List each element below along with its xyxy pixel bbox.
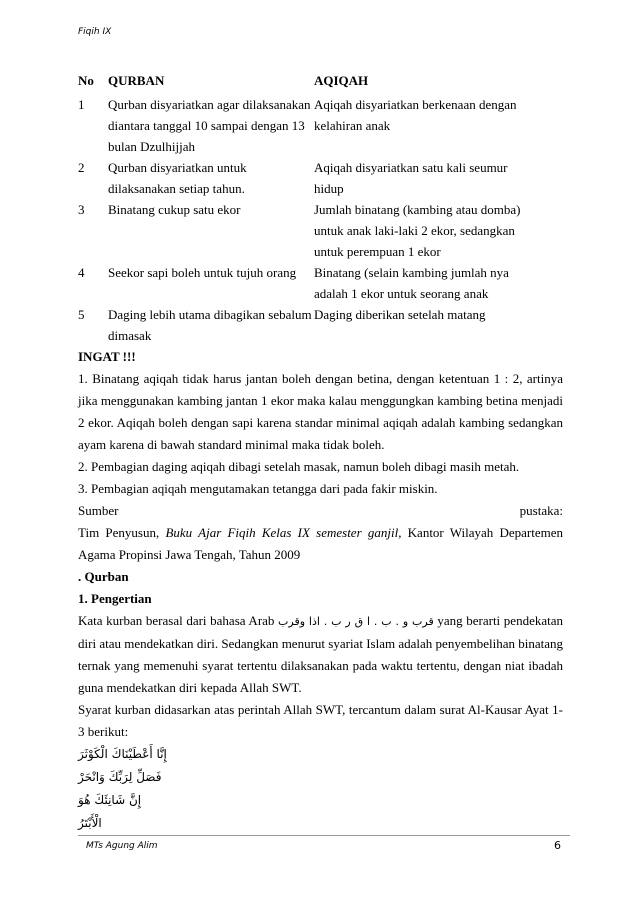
- aqiqah-cell: Daging diberikan setelah matang: [314, 307, 486, 322]
- header-no: No: [78, 73, 94, 88]
- header-qurban: QURBAN: [108, 73, 165, 88]
- aqiqah-cell: Aqiqah disyariatkan satu kali seumur hidup: [314, 160, 508, 196]
- footer-school: MTs Agung Alim: [86, 841, 158, 851]
- ayat-line-3: إِنَّ شَانِئَكَ هُوَ الْأَبْتَرُ: [78, 793, 142, 830]
- table-row: [78, 304, 538, 346]
- row-number: 3: [78, 202, 85, 217]
- ayat-line-1: إِنَّا أَعْطَيْنَاكَ الْكَوْثَرَ: [78, 747, 167, 761]
- page-number: 6: [554, 839, 561, 852]
- table-row: [78, 262, 538, 304]
- arabic-root-words: قرب و . ب . ا ق ر ب . اذا وقرب: [278, 615, 434, 628]
- section-heading: . Qurban: [78, 569, 129, 584]
- ingat-point-2: 2. Pembagian daging aqiqah dibagi setelah masak, namun boleh dibagi masih metah.: [78, 459, 520, 474]
- page-header: Fiqih IX: [78, 27, 112, 37]
- document-body: [78, 70, 563, 835]
- header-aqiqah: AQIQAH: [314, 73, 369, 88]
- table-row: [78, 199, 538, 262]
- ingat-point-1: 1. Binatang aqiqah tidak harus jantan boleh dengan betina, dengan ketentuan 1 : 2, artinya jika menggunakan kambing jantan 1 ekor maka kalau menggungkan kambing betina menjadi 2 ekor. Aqiqah boleh dengan sapi karena standar minimal aqiqah adalah kambing sedangkan ayam karena di bawah standard minimal maka tidak boleh.: [78, 371, 563, 452]
- table-row: [78, 94, 538, 157]
- aqiqah-cell: Binatang (selain kambing jumlah nya adalah 1 ekor untuk seorang anak: [314, 265, 509, 301]
- row-number: 4: [78, 265, 85, 280]
- definition-end: yang berarti pendekatan diri atau mendekatkan diri. Sedangkan menurut syariat Islam adalah penyembelihan binatang ternak yang memenuhi syarat tertentu dilaksanakan pada waktu tertentu, dengan niat ibadah guna mendekatkan diri kepada Allah SWT.: [78, 613, 563, 695]
- aqiqah-cell: Aqiqah disyariatkan berkenaan dengan kelahiran anak: [314, 97, 517, 133]
- source-rest: Kantor Wilayah Departemen Agama Propinsi Jawa Tengah, Tahun 2009: [78, 525, 563, 562]
- definition-paragraph: [78, 610, 563, 699]
- comparison-table: [78, 70, 538, 346]
- aqiqah-cell: Jumlah binatang (kambing atau domba) untuk anak laki-laki 2 ekor, sedangkan untuk perempuan 1 ekor: [314, 202, 521, 259]
- source-prefix: Tim Penyusun,: [78, 525, 166, 540]
- source-book-title: Buku Ajar Fiqih Kelas IX semester ganjil,: [165, 525, 402, 540]
- footer-divider: [78, 835, 570, 836]
- table-header-row: [78, 70, 538, 94]
- syarat-paragraph: Syarat kurban didasarkan atas perintah Allah SWT, tercantum dalam surat Al-Kausar Ayat 1-3 berikut:: [78, 702, 563, 739]
- subsection-heading: 1. Pengertian: [78, 591, 152, 606]
- table-row: [78, 157, 538, 199]
- ingat-point-3: 3. Pembagian aqiqah mengutamakan tetangga dari pada fakir miskin.: [78, 481, 438, 496]
- row-number: 5: [78, 307, 85, 322]
- ayat-line-2: فَصَلِّ لِرَبِّكَ وَانْحَرْ: [78, 770, 162, 784]
- source-label-right: pustaka:: [519, 503, 563, 518]
- row-number: 2: [78, 160, 85, 175]
- qurban-cell: Qurban disyariatkan untuk dilaksanakan setiap tahun.: [108, 160, 247, 196]
- ingat-title: INGAT !!!: [78, 349, 136, 364]
- source-label-line: [78, 500, 563, 522]
- qurban-cell: Binatang cukup satu ekor: [108, 202, 241, 217]
- qurban-cell: Seekor sapi boleh untuk tujuh orang: [108, 265, 297, 280]
- row-number: 1: [78, 97, 85, 112]
- definition-start: Kata kurban berasal dari bahasa Arab: [78, 613, 279, 628]
- source-label-left: Sumber: [78, 503, 119, 518]
- source-citation: [78, 522, 563, 566]
- qurban-cell: Qurban disyariatkan agar dilaksanakan diantara tanggal 10 sampai dengan 13 bulan Dzulhijjah: [108, 97, 311, 154]
- qurban-cell: Daging lebih utama dibagikan sebalum dimasak: [108, 307, 312, 343]
